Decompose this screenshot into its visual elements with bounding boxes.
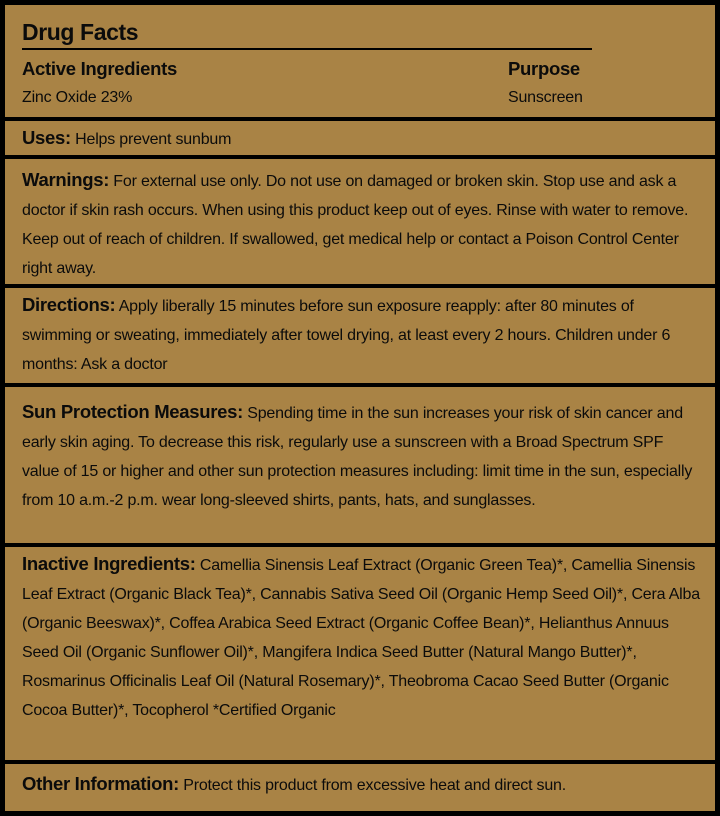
inactive-ingredients-heading: Inactive Ingredients: <box>22 553 196 574</box>
warnings-section <box>5 159 715 288</box>
sun-protection-section <box>5 387 715 547</box>
inactive-ingredients-section <box>5 547 715 764</box>
other-information-heading: Other Information: <box>22 773 179 794</box>
directions-section <box>5 288 715 387</box>
directions-heading: Directions: <box>22 294 116 315</box>
other-information-text: Protect this product from excessive heat and direct sun. <box>178 777 566 794</box>
purpose-label: Purpose <box>508 58 580 79</box>
sun-protection-heading: Sun Protection Measures: <box>22 401 244 422</box>
uses-section <box>5 121 715 159</box>
purpose-value: Sunscreen <box>508 89 583 106</box>
warnings-heading: Warnings: <box>22 169 110 190</box>
active-ingredients-header-row <box>22 54 592 83</box>
uses-heading: Uses: <box>22 127 71 148</box>
inactive-ingredients-text: Camellia Sinensis Leaf Extract (Organic Green Tea)*, Camellia Sinensis Leaf Extract (Organic Black Tea)*, Cannabis Sativa Seed Oil (Organic Hemp Seed Oil)*, Cera Alba (Organic Beeswax)*, Coffea Arabica Seed Extract (Organic Coffee Bean)*, Helianthus Annuus Seed Oil (Organic Sunflower Oil)*, Mangifera Indica Seed Butter (Natural Mango Butter)*, Rosmarinus Officinalis Leaf Oil (Natural Rosemary)*, Theobroma Cacao Seed Butter (Organic Cocoa Butter)*, Tocopherol *Certified Organic <box>22 557 700 719</box>
title-rule <box>22 48 592 50</box>
directions-text: Apply liberally 15 minutes before sun exposure reapply: after 80 minutes of swimming or sweating, immediately after towel drying, at least every 2 hours. Children under 6 months: Ask a doctor <box>22 298 671 373</box>
warnings-text: For external use only. Do not use on damaged or broken skin. Stop use and ask a doctor if skin rash occurs. When using this product keep out of eyes. Rinse with water to remove. Keep out of reach of children. If swallowed, get medical help or contact a Poison Control Center right away. <box>22 173 689 277</box>
page-title: Drug Facts <box>22 19 139 45</box>
active-ingredient-row <box>22 83 592 112</box>
uses-text: Helps prevent sunbum <box>70 131 232 148</box>
active-ingredient-value: Zinc Oxide 23% <box>22 89 133 106</box>
sun-protection-text: Spending time in the sun increases your risk of skin cancer and early skin aging. To decrease this risk, regularly use a sunscreen with a Broad Spectrum SPF value of 15 or higher and other sun protection measures including: limit time in the sun, especially from 10 a.m.-2 p.m. wear long-sleeved shirts, pants, hats, and sunglasses. <box>22 405 693 509</box>
drug-facts-header <box>5 5 715 121</box>
active-ingredients-label: Active Ingredients <box>22 58 177 79</box>
other-information-section <box>5 764 715 811</box>
